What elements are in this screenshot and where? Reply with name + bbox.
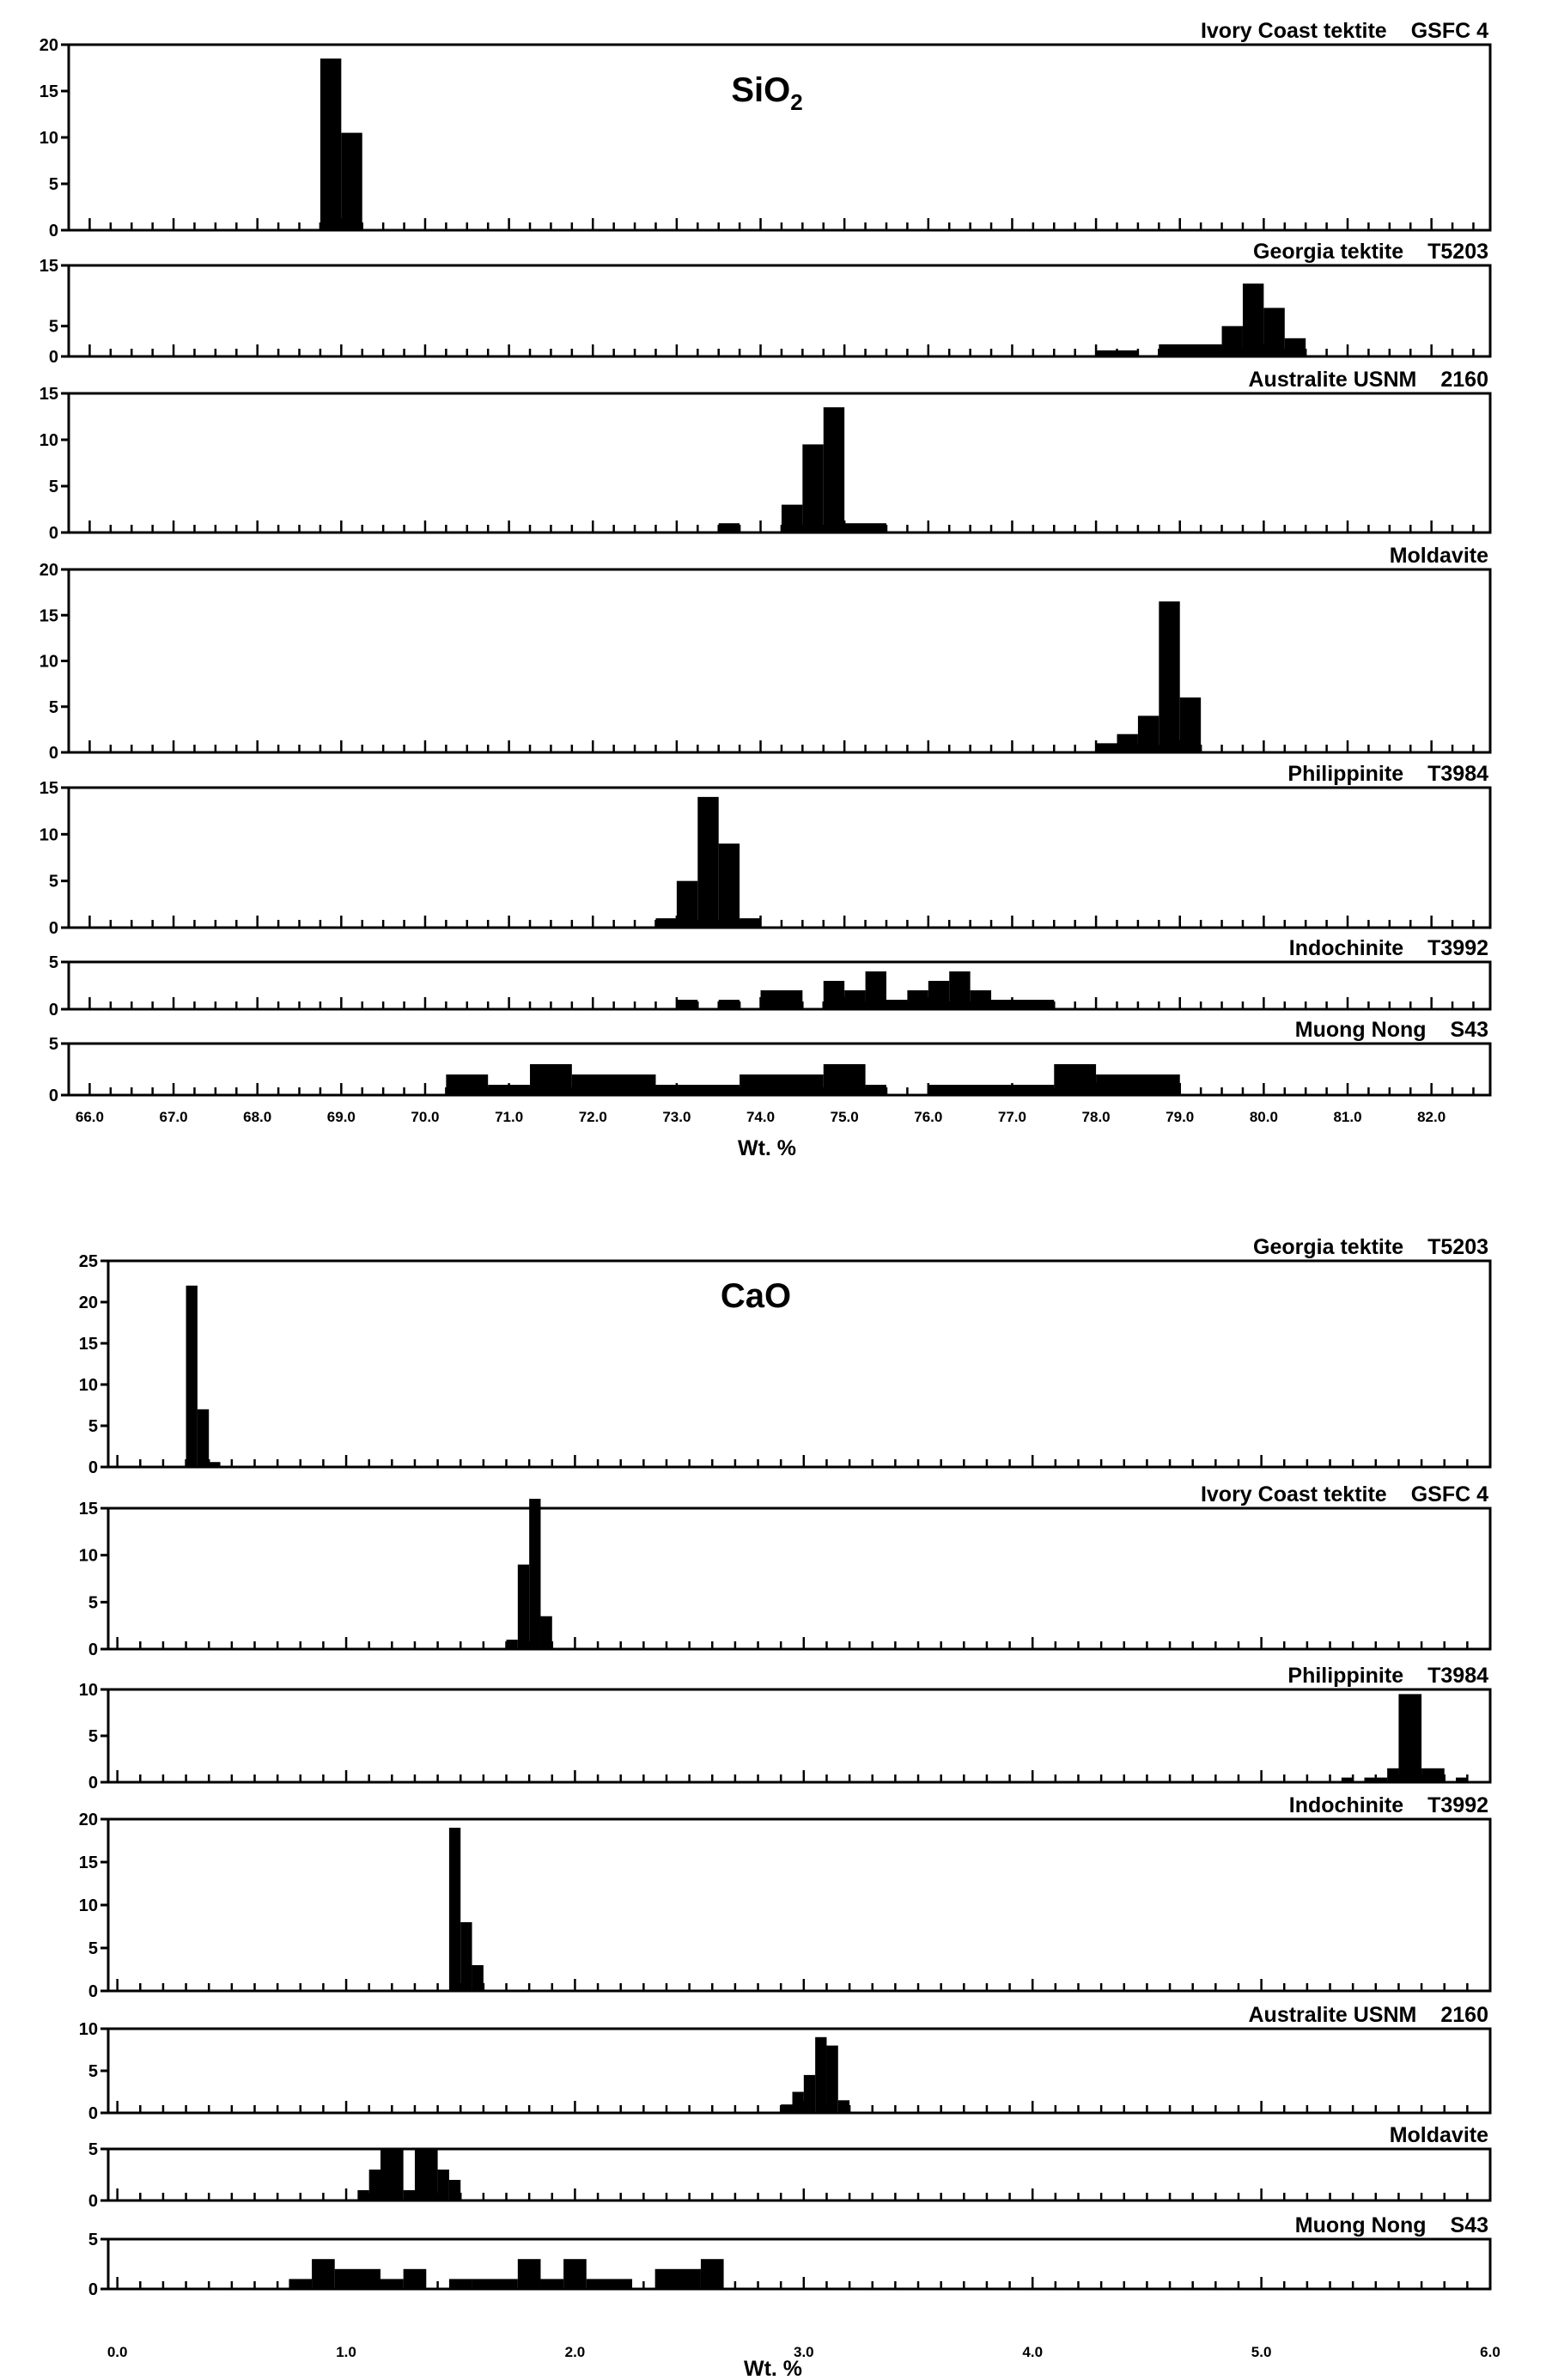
histogram-bar [802, 444, 823, 533]
y-tick-label: 20 [78, 1811, 98, 1829]
histogram-bar [335, 2269, 380, 2289]
y-tick-label: 10 [78, 2020, 98, 2039]
histogram-bar [1243, 283, 1263, 356]
histogram-bar [289, 2279, 312, 2289]
y-tick-label: 10 [78, 1896, 98, 1915]
panel-sample-name: Ivory Coast tektite [1200, 1482, 1387, 1507]
histogram-bar [530, 1064, 572, 1095]
panel-sample-name: Moldavite [1389, 544, 1488, 568]
histogram-bar [907, 990, 928, 1009]
histogram-bar [1222, 326, 1243, 356]
x-axis-title: Wt. % [743, 2357, 803, 2380]
y-tick-label: 20 [39, 36, 58, 55]
y-tick-label: 15 [78, 1853, 98, 1872]
histogram-bar [540, 2279, 563, 2289]
panel-sample-id: T3992 [1427, 936, 1488, 960]
x-tick-label: 79.0 [1166, 1109, 1195, 1125]
histogram-bar [761, 990, 803, 1009]
y-tick-label: 5 [88, 1939, 98, 1958]
y-tick-label: 0 [88, 1982, 98, 2001]
histogram-bar [1096, 743, 1117, 752]
histogram-bar [949, 971, 970, 1009]
histogram-bar [740, 1074, 824, 1095]
panel-sample-id: T5203 [1427, 1235, 1488, 1259]
histogram-bar [380, 2149, 404, 2200]
histogram-bar [518, 2259, 541, 2289]
histogram-bar [404, 2269, 427, 2289]
panel-sample-name: Georgia tektite [1253, 240, 1404, 264]
panel-sample-name: Australite USNM [1248, 368, 1417, 392]
histogram-bar [928, 1085, 1054, 1095]
histogram-bar [719, 1000, 740, 1009]
panel-sample-name: Ivory Coast tektite [1200, 19, 1387, 43]
panel-sample-id: T3984 [1427, 762, 1488, 786]
chart-title [721, 1277, 791, 1315]
histogram-bar [866, 971, 886, 1009]
x-tick-label: 0.0 [107, 2344, 128, 2360]
chart-title-main: SiO [731, 71, 791, 109]
histogram-bar [369, 2170, 380, 2200]
x-tick-label: 2.0 [564, 2344, 586, 2360]
y-tick-label: 0 [88, 1774, 98, 1793]
chart-title-main: CaO [720, 1277, 792, 1315]
panel-sample-name: Moldavite [1389, 2123, 1488, 2147]
histogram-bar [844, 990, 865, 1009]
panel-label [1253, 240, 1488, 264]
panel-sample-name: Indochinite [1288, 1793, 1404, 1817]
y-tick-label: 5 [48, 317, 58, 337]
histogram-bar [518, 1565, 529, 1649]
y-tick-label: 5 [48, 175, 58, 194]
histogram-bar [826, 2046, 837, 2113]
histogram-bar [1138, 715, 1159, 752]
histogram-bar [380, 2279, 404, 2289]
y-tick-label: 5 [88, 1417, 98, 1436]
y-tick-label: 20 [78, 1293, 98, 1312]
y-tick-label: 0 [48, 1087, 58, 1105]
y-tick-label: 0 [48, 524, 58, 543]
y-tick-label: 20 [39, 561, 58, 580]
histogram-bar [446, 1074, 488, 1095]
histogram-bar [701, 2259, 724, 2289]
panel-sample-id: T3984 [1427, 1664, 1488, 1688]
x-tick-label: 73.0 [662, 1109, 691, 1125]
panel-sample-id: S43 [1450, 1018, 1488, 1042]
histogram-bar [971, 990, 991, 1009]
x-tick-label: 76.0 [914, 1109, 943, 1125]
y-tick-label: 0 [88, 1458, 98, 1477]
x-tick-label: 77.0 [997, 1109, 1026, 1125]
y-tick-label: 0 [88, 2192, 98, 2211]
x-tick-label: 6.0 [1480, 2344, 1500, 2360]
histogram-bar [1285, 338, 1306, 356]
panel-sample-id: 2160 [1440, 368, 1488, 392]
x-tick-label: 71.0 [495, 1109, 524, 1125]
x-axis-title: Wt. % [737, 1136, 797, 1160]
histogram-bar [782, 505, 802, 533]
panel-label [1249, 2003, 1489, 2027]
x-tick-label: 78.0 [1081, 1109, 1111, 1125]
panel-label [1249, 368, 1489, 392]
panel-sample-id: T3992 [1427, 1793, 1488, 1817]
panel-label [1390, 544, 1488, 568]
x-tick-label: 5.0 [1251, 2344, 1272, 2360]
panel-label [1287, 762, 1488, 786]
histogram-bar [815, 2037, 826, 2113]
panel-sample-name: Muong Nong [1294, 2213, 1427, 2237]
y-tick-label: 5 [88, 2140, 98, 2159]
histogram-bar [677, 1000, 697, 1009]
panel-label [1201, 19, 1488, 43]
histogram-bar [1096, 350, 1138, 356]
y-tick-label: 5 [48, 478, 58, 496]
histogram-bar [991, 1000, 1054, 1009]
histogram-bar [312, 2259, 335, 2289]
histogram-bar [1096, 1074, 1180, 1095]
histogram-bar [209, 1462, 220, 1467]
x-tick-label: 80.0 [1249, 1109, 1278, 1125]
histogram-bar [655, 2269, 701, 2289]
y-tick-label: 0 [48, 1001, 58, 1020]
x-tick-label: 72.0 [578, 1109, 607, 1125]
x-tick-label: 66.0 [75, 1109, 104, 1125]
histogram-bar [719, 843, 740, 928]
histogram-bar [198, 1409, 209, 1467]
histogram-bar [472, 1965, 484, 1991]
panel-sample-name: Muong Nong [1294, 1018, 1427, 1042]
y-tick-label: 10 [39, 431, 58, 450]
histogram-bar [488, 1085, 530, 1095]
histogram-bar [1159, 344, 1221, 356]
histogram-bar [357, 2190, 368, 2200]
histogram-bar [677, 881, 697, 928]
histogram-bar [507, 1640, 518, 1649]
histogram-bar [415, 2149, 438, 2200]
y-tick-label: 10 [78, 1681, 98, 1700]
y-tick-label: 0 [88, 1640, 98, 1659]
y-tick-label: 0 [48, 348, 58, 367]
histogram-bar [1421, 1768, 1445, 1782]
histogram-bar [655, 1085, 740, 1095]
histogram-bar [1159, 601, 1179, 752]
panel-sample-id: GSFC 4 [1410, 1482, 1488, 1507]
y-tick-label: 0 [88, 2280, 98, 2299]
histogram-bar [1263, 307, 1284, 356]
x-tick-label: 70.0 [411, 1109, 440, 1125]
y-tick-label: 5 [48, 697, 58, 717]
histogram-bar [587, 2279, 632, 2289]
panel-sample-name: Philippinite [1287, 1664, 1404, 1688]
histogram-bar [472, 2279, 518, 2289]
y-tick-label: 10 [39, 652, 58, 672]
y-tick-label: 10 [39, 129, 58, 148]
panel-sample-id: GSFC 4 [1410, 19, 1488, 43]
y-tick-label: 0 [48, 222, 58, 240]
histogram-bar [781, 2104, 792, 2113]
histogram-bar [1387, 1768, 1398, 1782]
panel-sample-name: Georgia tektite [1253, 1235, 1404, 1259]
panel-label [1287, 1664, 1488, 1688]
histogram-bar [563, 2259, 587, 2289]
panel-sample-id: T5203 [1427, 240, 1488, 264]
histogram-bar [1364, 1778, 1387, 1782]
histogram-bar [824, 1064, 866, 1095]
histogram-bar [186, 1286, 198, 1467]
histogram-bar [1054, 1064, 1096, 1095]
histogram-bar [719, 523, 740, 533]
y-tick-label: 5 [88, 2231, 98, 2249]
panel-label [1295, 1018, 1488, 1042]
y-tick-label: 0 [48, 919, 58, 938]
x-tick-label: 69.0 [326, 1109, 356, 1125]
y-tick-label: 10 [39, 825, 58, 845]
y-tick-label: 0 [88, 2104, 98, 2123]
panel-sample-name: Australite USNM [1248, 2003, 1417, 2027]
y-tick-label: 15 [39, 779, 58, 798]
x-tick-label: 1.0 [336, 2344, 356, 2360]
histogram-bar [886, 1000, 907, 1009]
panel-sample-name: Philippinite [1287, 762, 1404, 786]
x-tick-label: 74.0 [746, 1109, 776, 1125]
y-tick-label: 25 [78, 1252, 98, 1271]
histogram-bar [866, 1085, 886, 1095]
y-tick-label: 5 [88, 1727, 98, 1746]
histogram-bar [1398, 1694, 1421, 1782]
histogram-bar [1456, 1778, 1467, 1782]
x-tick-label: 75.0 [830, 1109, 859, 1125]
y-tick-label: 10 [78, 1546, 98, 1566]
histogram-bar [540, 1616, 551, 1649]
y-tick-label: 5 [88, 1593, 98, 1613]
panel-label [1253, 1235, 1488, 1259]
histogram-bar [1342, 1778, 1353, 1782]
histogram-bar [824, 981, 844, 1009]
histogram-bar [404, 2190, 415, 2200]
histogram-bar [449, 2180, 460, 2200]
y-tick-label: 15 [39, 257, 58, 276]
histogram-bar [572, 1074, 656, 1095]
histogram-bar [844, 523, 886, 533]
panel-label [1390, 2123, 1488, 2147]
histogram-bar [1180, 697, 1201, 752]
panel-label [1289, 1793, 1488, 1817]
y-tick-label: 5 [48, 1035, 58, 1054]
panel-sample-id: 2160 [1440, 2003, 1488, 2027]
x-tick-label: 81.0 [1333, 1109, 1362, 1125]
x-tick-label: 67.0 [159, 1109, 188, 1125]
panel-label [1295, 2213, 1488, 2237]
x-tick-label: 4.0 [1022, 2344, 1044, 2360]
histogram-bar [320, 58, 341, 230]
histogram-bar [529, 1499, 540, 1649]
y-tick-label: 15 [78, 1500, 98, 1519]
histogram-bar [793, 2092, 804, 2114]
chart-title-subscript: 2 [790, 89, 803, 115]
histogram-bar [697, 797, 718, 928]
histogram-bar [438, 2170, 449, 2200]
panel-sample-name: Indochinite [1288, 936, 1404, 960]
histogram-bar [824, 407, 844, 533]
panel-label [1201, 1482, 1488, 1507]
y-tick-label: 15 [39, 385, 58, 404]
histogram-bar [460, 1922, 472, 1991]
histogram-bar [928, 981, 949, 1009]
x-tick-label: 82.0 [1417, 1109, 1446, 1125]
panel-sample-id: S43 [1450, 2213, 1488, 2237]
panel-label [1289, 936, 1488, 960]
histogram-bar [341, 133, 362, 230]
histogram-bar [1117, 734, 1138, 752]
histogram-bar [740, 918, 760, 928]
y-tick-label: 0 [48, 744, 58, 763]
y-tick-label: 5 [48, 872, 58, 892]
x-tick-label: 68.0 [243, 1109, 272, 1125]
y-tick-label: 15 [78, 1335, 98, 1354]
histogram-bar [449, 2279, 472, 2289]
y-tick-label: 10 [78, 1376, 98, 1395]
histogram-bar [655, 918, 676, 928]
y-tick-label: 15 [39, 82, 58, 101]
y-tick-label: 15 [39, 606, 58, 626]
y-tick-label: 5 [88, 2062, 98, 2081]
x-tick-label: 3.0 [794, 2344, 814, 2360]
y-tick-label: 5 [48, 953, 58, 972]
histogram-bar [838, 2100, 849, 2113]
histogram-bar [449, 1828, 460, 1991]
histogram-bar [804, 2075, 815, 2113]
